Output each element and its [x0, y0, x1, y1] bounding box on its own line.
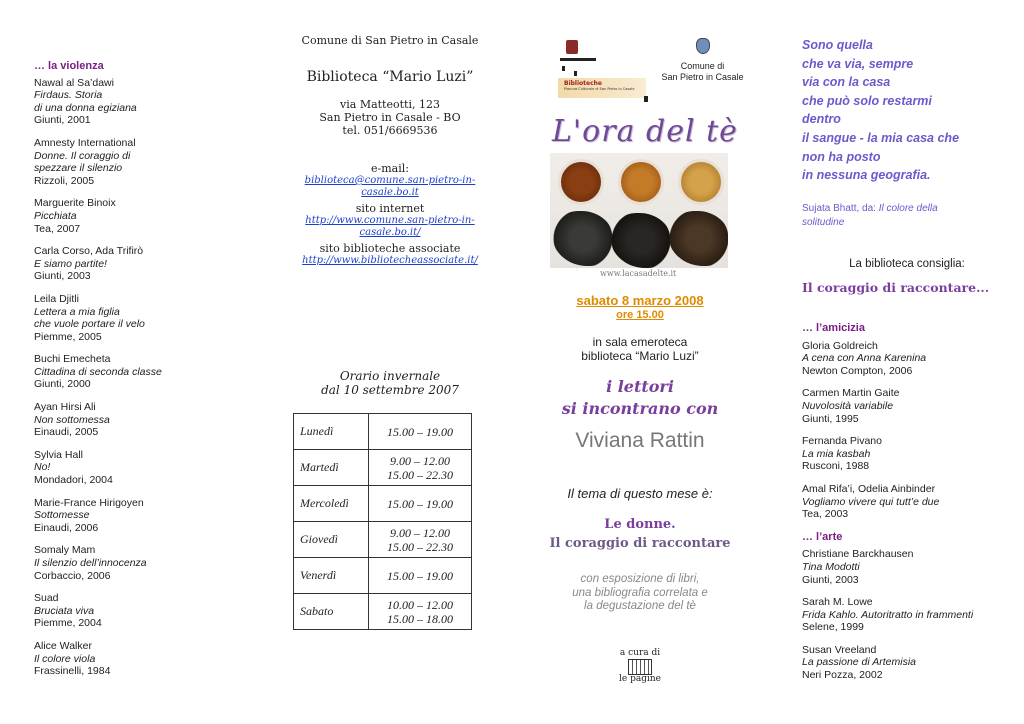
website-label: sito internet	[355, 202, 425, 215]
comune-line: Comune di	[680, 61, 725, 71]
tagline-line: i lettori	[606, 377, 674, 396]
poem-line: che va via, sempre	[802, 56, 914, 71]
book-item	[34, 77, 264, 127]
book-author: Marie-France Hirigoyen	[34, 496, 144, 509]
book-title: A cena con Anna Karenina	[802, 352, 927, 365]
book-title: La mia kasbah	[802, 447, 871, 460]
book-list-coraggio	[802, 322, 1017, 692]
guest-name: Viviana Rattin	[575, 429, 705, 452]
hours-cell	[369, 522, 472, 558]
email-block	[290, 163, 490, 199]
book-title: Picchiata	[34, 209, 77, 222]
book-publisher: Frassinelli, 1984	[34, 665, 111, 678]
email-line[interactable]: biblioteca@comune.san-pietro-in-	[304, 175, 476, 186]
book-item	[34, 401, 264, 439]
comune-label	[650, 61, 755, 83]
hours-title-line: Orario invernale	[339, 369, 441, 383]
book-item	[802, 340, 1017, 378]
website-link[interactable]	[290, 215, 490, 239]
book-item	[802, 644, 1017, 682]
book-publisher: Giunti, 2003	[34, 270, 91, 283]
time-range: 9.00 – 12.00	[390, 453, 450, 468]
book-title: Bruciata viva	[34, 604, 95, 617]
comune-header: Comune di San Pietro in Casale	[301, 34, 479, 47]
time-range: 15.00 – 22.30	[387, 539, 453, 554]
poem-line: che può solo restarmi	[802, 93, 932, 108]
poem-line: dentro	[802, 112, 841, 127]
book-title: Il colore viola	[34, 652, 96, 665]
book-author: Christiane Barckhausen	[802, 548, 914, 561]
book-item	[802, 435, 1017, 473]
book-item	[34, 592, 264, 630]
time-range: 10.00 – 12.00	[387, 597, 453, 612]
biblioteche-logo	[556, 38, 648, 102]
email-link[interactable]	[290, 175, 490, 199]
book-publisher: Giunti, 2003	[802, 573, 859, 586]
extras-line: la degustazione del tè	[584, 600, 696, 612]
section-title-violenza: … la violenza	[34, 60, 104, 72]
book-title: Sottomesse	[34, 509, 90, 522]
poem-credit-author: Sujata Bhatt, da:	[802, 203, 879, 214]
poem-credit	[802, 202, 1012, 230]
logo-banner	[558, 78, 646, 98]
hours-row	[294, 486, 472, 522]
book-author: Sarah M. Lowe	[802, 596, 873, 609]
logo-mark	[644, 96, 648, 102]
book-title: La passione di Artemisia	[802, 656, 917, 669]
tea-cup-amber	[618, 159, 664, 205]
photo-credit: www.lacasadelte.it	[600, 269, 677, 278]
book-title: Nuvolosità variabile	[802, 399, 894, 412]
book-publisher: Tea, 2007	[34, 222, 81, 235]
library-name: Biblioteca “Mario Luzi”	[306, 69, 474, 85]
book-publisher: Neri Pozza, 2002	[802, 669, 883, 682]
time-range: 9.00 – 12.00	[390, 525, 450, 540]
poem-line: non ha posto	[802, 149, 881, 164]
book-item	[34, 245, 264, 283]
theme-line2: Il coraggio di raccontare	[549, 536, 731, 551]
book-item	[802, 483, 1017, 521]
event-place	[540, 335, 740, 363]
book-item	[34, 353, 264, 391]
book-item	[802, 387, 1017, 425]
book-icon	[628, 659, 652, 675]
book-publisher: Giunti, 2001	[34, 114, 91, 127]
book-section	[802, 531, 1017, 682]
book-author: Ayan Hirsi Ali	[34, 401, 96, 414]
crest-icon	[566, 40, 578, 54]
book-author: Susan Vreeland	[802, 643, 877, 656]
hours-row	[294, 450, 472, 486]
book-title: spezzare il silenzio	[34, 162, 123, 175]
book-publisher: Selene, 1999	[802, 621, 864, 634]
book-title: Donne. Il coraggio di	[34, 149, 131, 162]
book-title: Cittadina di seconda classe	[34, 365, 162, 378]
book-item	[802, 548, 1017, 586]
book-title: che vuole portare il velo	[34, 318, 145, 331]
book-item	[34, 640, 264, 678]
day-cell: Mercoledì	[294, 486, 369, 522]
poem-lines	[802, 36, 1017, 185]
poem-line: Sono quella	[802, 38, 873, 52]
book-author: Marguerite Binoix	[34, 197, 116, 210]
extras-line: una bibliografia correlata e	[572, 586, 708, 599]
website-line[interactable]: http://www.comune.san-pietro-in-	[305, 215, 475, 226]
book-author: Fernanda Pivano	[802, 435, 882, 448]
book-author: Carla Corso, Ada Trifirò	[34, 245, 144, 258]
book-title: di una donna egiziana	[34, 101, 137, 114]
website-line[interactable]: casale.bo.it/	[359, 227, 421, 238]
book-author: Leila Djitli	[34, 292, 79, 305]
hours-row	[294, 522, 472, 558]
book-publisher: Giunti, 2000	[34, 378, 91, 391]
section-title: … l’amicizia	[802, 322, 865, 334]
book-author: Amnesty International	[34, 136, 136, 149]
book-item	[34, 293, 264, 343]
book-title: Frida Kahlo. Autoritratto in frammenti	[802, 608, 974, 621]
assoc-block	[290, 243, 490, 267]
phone: tel. 051/6669536	[342, 124, 438, 137]
book-publisher: Piemme, 2005	[34, 330, 102, 343]
curator-name: le pagine	[619, 674, 661, 684]
book-title: Firdaus. Storia	[34, 89, 103, 102]
time-range: 15.00 – 19.00	[387, 496, 453, 511]
book-publisher: Einaudi, 2005	[34, 426, 99, 439]
tea-leaves-black	[610, 213, 672, 268]
theme-intro: Il tema di questo mese è:	[567, 486, 713, 501]
book-author: Nawal al Sa’dawi	[34, 76, 114, 89]
book-item	[34, 137, 264, 187]
time-range: 15.00 – 19.00	[387, 424, 453, 439]
book-author: Carmen Martin Gaite	[802, 387, 900, 400]
logo-mark	[574, 71, 577, 76]
book-author: Alice Walker	[34, 639, 92, 652]
event-extras	[540, 573, 740, 614]
logo-caption: Biblioteche	[564, 80, 602, 87]
book-title: No!	[34, 461, 51, 474]
poem-credit-title: Il colore della	[878, 203, 938, 214]
book-section	[802, 322, 1017, 521]
tea-cup-dark	[558, 159, 604, 205]
hours-subtitle-line: dal 10 settembre 2007	[321, 383, 459, 397]
tea-leaves-brown	[668, 211, 728, 266]
address-line: San Pietro in Casale - BO	[319, 111, 461, 124]
day-cell: Giovedì	[294, 522, 369, 558]
book-author: Gloria Goldreich	[802, 339, 878, 352]
place-line: in sala emeroteca	[592, 335, 688, 349]
book-title: Il silenzio dell’innocenza	[34, 557, 147, 569]
book-publisher: Newton Compton, 2006	[802, 364, 913, 377]
logo-bar	[560, 58, 596, 61]
tagline-line: si incontrano con	[561, 399, 719, 418]
tea-cup-light	[678, 159, 724, 205]
book-title: Non sottomessa	[34, 413, 110, 426]
poem-credit-title-cont: solitudine	[802, 217, 845, 228]
logo-caption-sub: Pianura Culturale di San Pietro in Casale	[564, 87, 635, 91]
extras-line: con esposizione di libri,	[580, 573, 700, 585]
book-item	[34, 544, 264, 582]
tea-leaves-dark	[552, 211, 614, 266]
email-line[interactable]: casale.bo.it	[361, 187, 419, 198]
recommends-heading: Il coraggio di raccontare...	[802, 280, 990, 295]
assoc-label: sito biblioteche associate	[319, 242, 461, 255]
hours-cell	[369, 486, 472, 522]
place-library: biblioteca “Mario Luzi”	[581, 349, 699, 363]
book-author: Amal Rifa’i, Odelia Ainbinder	[802, 482, 936, 495]
book-publisher: Corbaccio, 2006	[34, 569, 111, 582]
poem-line: il sangue - la mia casa che	[802, 130, 960, 145]
book-publisher: Tea, 2003	[802, 508, 849, 521]
curated-by-label: a cura di	[619, 648, 661, 658]
assoc-link[interactable]: http://www.bibliotecheassociate.it/	[302, 255, 478, 266]
book-author: Buchi Emecheta	[34, 353, 111, 366]
poem-line: via con la casa	[802, 75, 891, 90]
hours-cell	[369, 414, 472, 450]
book-publisher: Piemme, 2004	[34, 617, 102, 630]
place-line	[540, 349, 740, 363]
hours-cell	[369, 558, 472, 594]
hours-row	[294, 594, 472, 630]
book-publisher: Rizzoli, 2005	[34, 174, 95, 187]
hours-cell	[369, 594, 472, 630]
time-range: 15.00 – 22.30	[387, 467, 453, 482]
book-item	[34, 449, 264, 487]
opening-hours-table	[293, 413, 472, 630]
book-item	[34, 197, 264, 235]
tagline	[540, 376, 740, 420]
comune-line: San Pietro in Casale	[661, 72, 744, 82]
poem	[802, 36, 1017, 185]
book-author: Sylvia Hall	[34, 448, 84, 461]
event-title: L'ora del tè	[552, 114, 738, 149]
book-publisher: Mondadori, 2004	[34, 474, 113, 487]
hours-row	[294, 558, 472, 594]
book-title: Tina Modotti	[802, 560, 860, 573]
hours-title	[290, 369, 490, 397]
theme-line1: Le donne.	[604, 517, 676, 532]
day-cell: Sabato	[294, 594, 369, 630]
event-time: ore 15.00	[616, 309, 664, 321]
email-label: e-mail:	[371, 162, 409, 175]
book-item	[802, 596, 1017, 634]
book-list-violenza	[34, 77, 264, 678]
day-cell: Martedì	[294, 450, 369, 486]
hours-cell	[369, 450, 472, 486]
day-cell: Venerdì	[294, 558, 369, 594]
event-date: sabato 8 marzo 2008	[576, 293, 704, 308]
tea-photo	[550, 153, 728, 268]
book-author: Somaly Mam	[34, 544, 96, 557]
book-publisher: Einaudi, 2006	[34, 521, 99, 534]
website-block	[290, 203, 490, 239]
book-title: Vogliamo vivere qui tutt’e due	[802, 495, 940, 508]
poem-line: in nessuna geografia.	[802, 168, 931, 183]
book-title: Lettera a mia figlia	[34, 305, 120, 318]
address-line: via Matteotti, 123	[340, 98, 440, 111]
comune-crest-icon	[696, 38, 710, 54]
day-cell: Lunedì	[294, 414, 369, 450]
book-item	[34, 497, 264, 535]
library-address	[290, 98, 490, 137]
panel-violenza	[34, 60, 264, 688]
book-publisher: Rusconi, 1988	[802, 460, 870, 473]
time-range: 15.00 – 19.00	[387, 568, 453, 583]
book-author: Suad	[34, 592, 59, 605]
section-title: … l’arte	[802, 530, 843, 543]
recommends-label: La biblioteca consiglia:	[849, 258, 965, 270]
book-title: E siamo partite!	[34, 257, 107, 270]
book-publisher: Giunti, 1995	[802, 412, 859, 425]
logo-mark	[562, 66, 565, 71]
time-range: 15.00 – 18.00	[387, 611, 453, 626]
hours-row	[294, 414, 472, 450]
